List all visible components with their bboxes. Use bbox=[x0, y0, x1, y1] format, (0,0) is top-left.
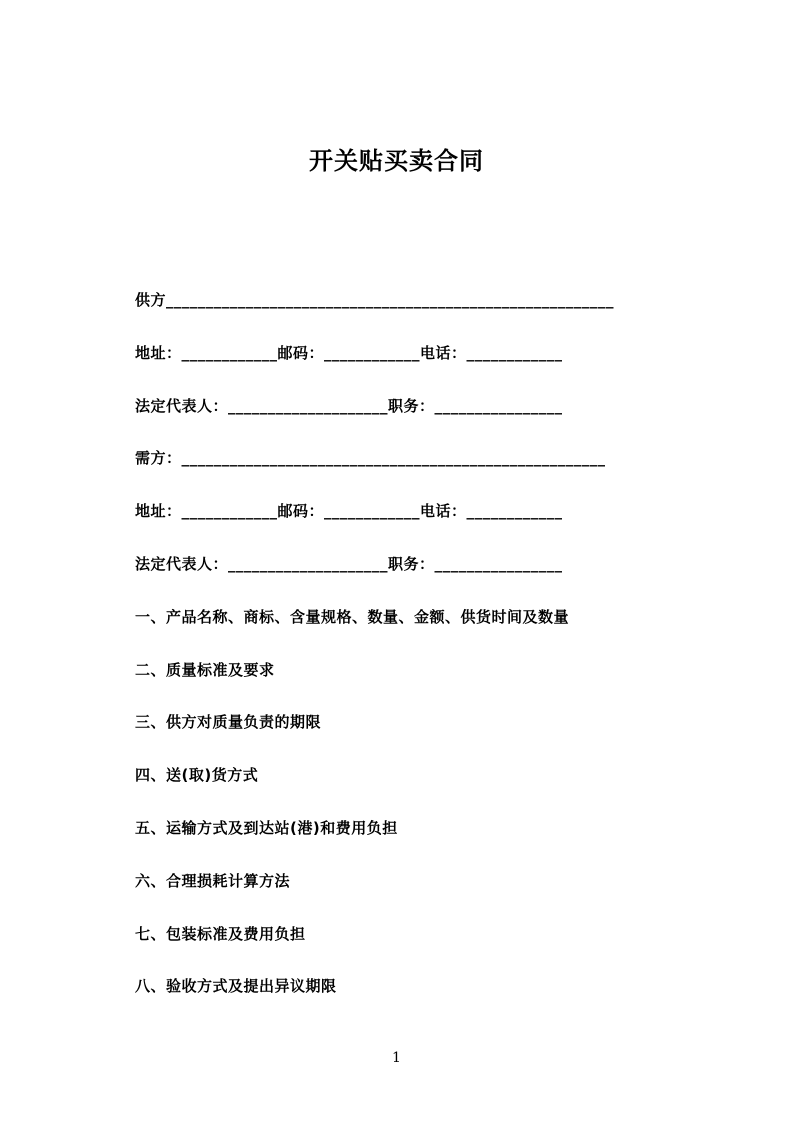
buyer-legal-rep-line: 法定代表人：____________________职务：________________ bbox=[135, 554, 563, 573]
clause-3: 三、供方对质量负责的期限 bbox=[135, 713, 322, 732]
clause-4: 四、送(取)货方式 bbox=[135, 766, 259, 785]
document-title: 开关贴买卖合同 bbox=[309, 147, 484, 175]
buyer-name-line: 需方：_____________________________________________________ bbox=[135, 449, 606, 468]
clause-1: 一、产品名称、商标、含量规格、数量、金额、供货时间及数量 bbox=[135, 607, 570, 626]
clause-5: 五、运输方式及到达站(港)和费用负担 bbox=[135, 818, 398, 837]
supplier-legal-rep-line: 法定代表人：____________________职务：________________ bbox=[135, 396, 563, 415]
supplier-name-line: 供方________________________________________________________ bbox=[135, 291, 615, 309]
clause-8: 八、验收方式及提出异议期限 bbox=[135, 977, 337, 996]
clause-2: 二、质量标准及要求 bbox=[135, 660, 275, 679]
page-number: 1 bbox=[392, 1050, 401, 1066]
clause-6: 六、合理损耗计算方法 bbox=[135, 871, 291, 890]
clause-7: 七、包装标准及费用负担 bbox=[135, 924, 306, 943]
supplier-address-line: 地址：____________邮码：____________电话：____________ bbox=[135, 343, 563, 362]
document-body bbox=[135, 290, 673, 1029]
buyer-address-line: 地址：____________邮码：____________电话：____________ bbox=[135, 502, 563, 521]
